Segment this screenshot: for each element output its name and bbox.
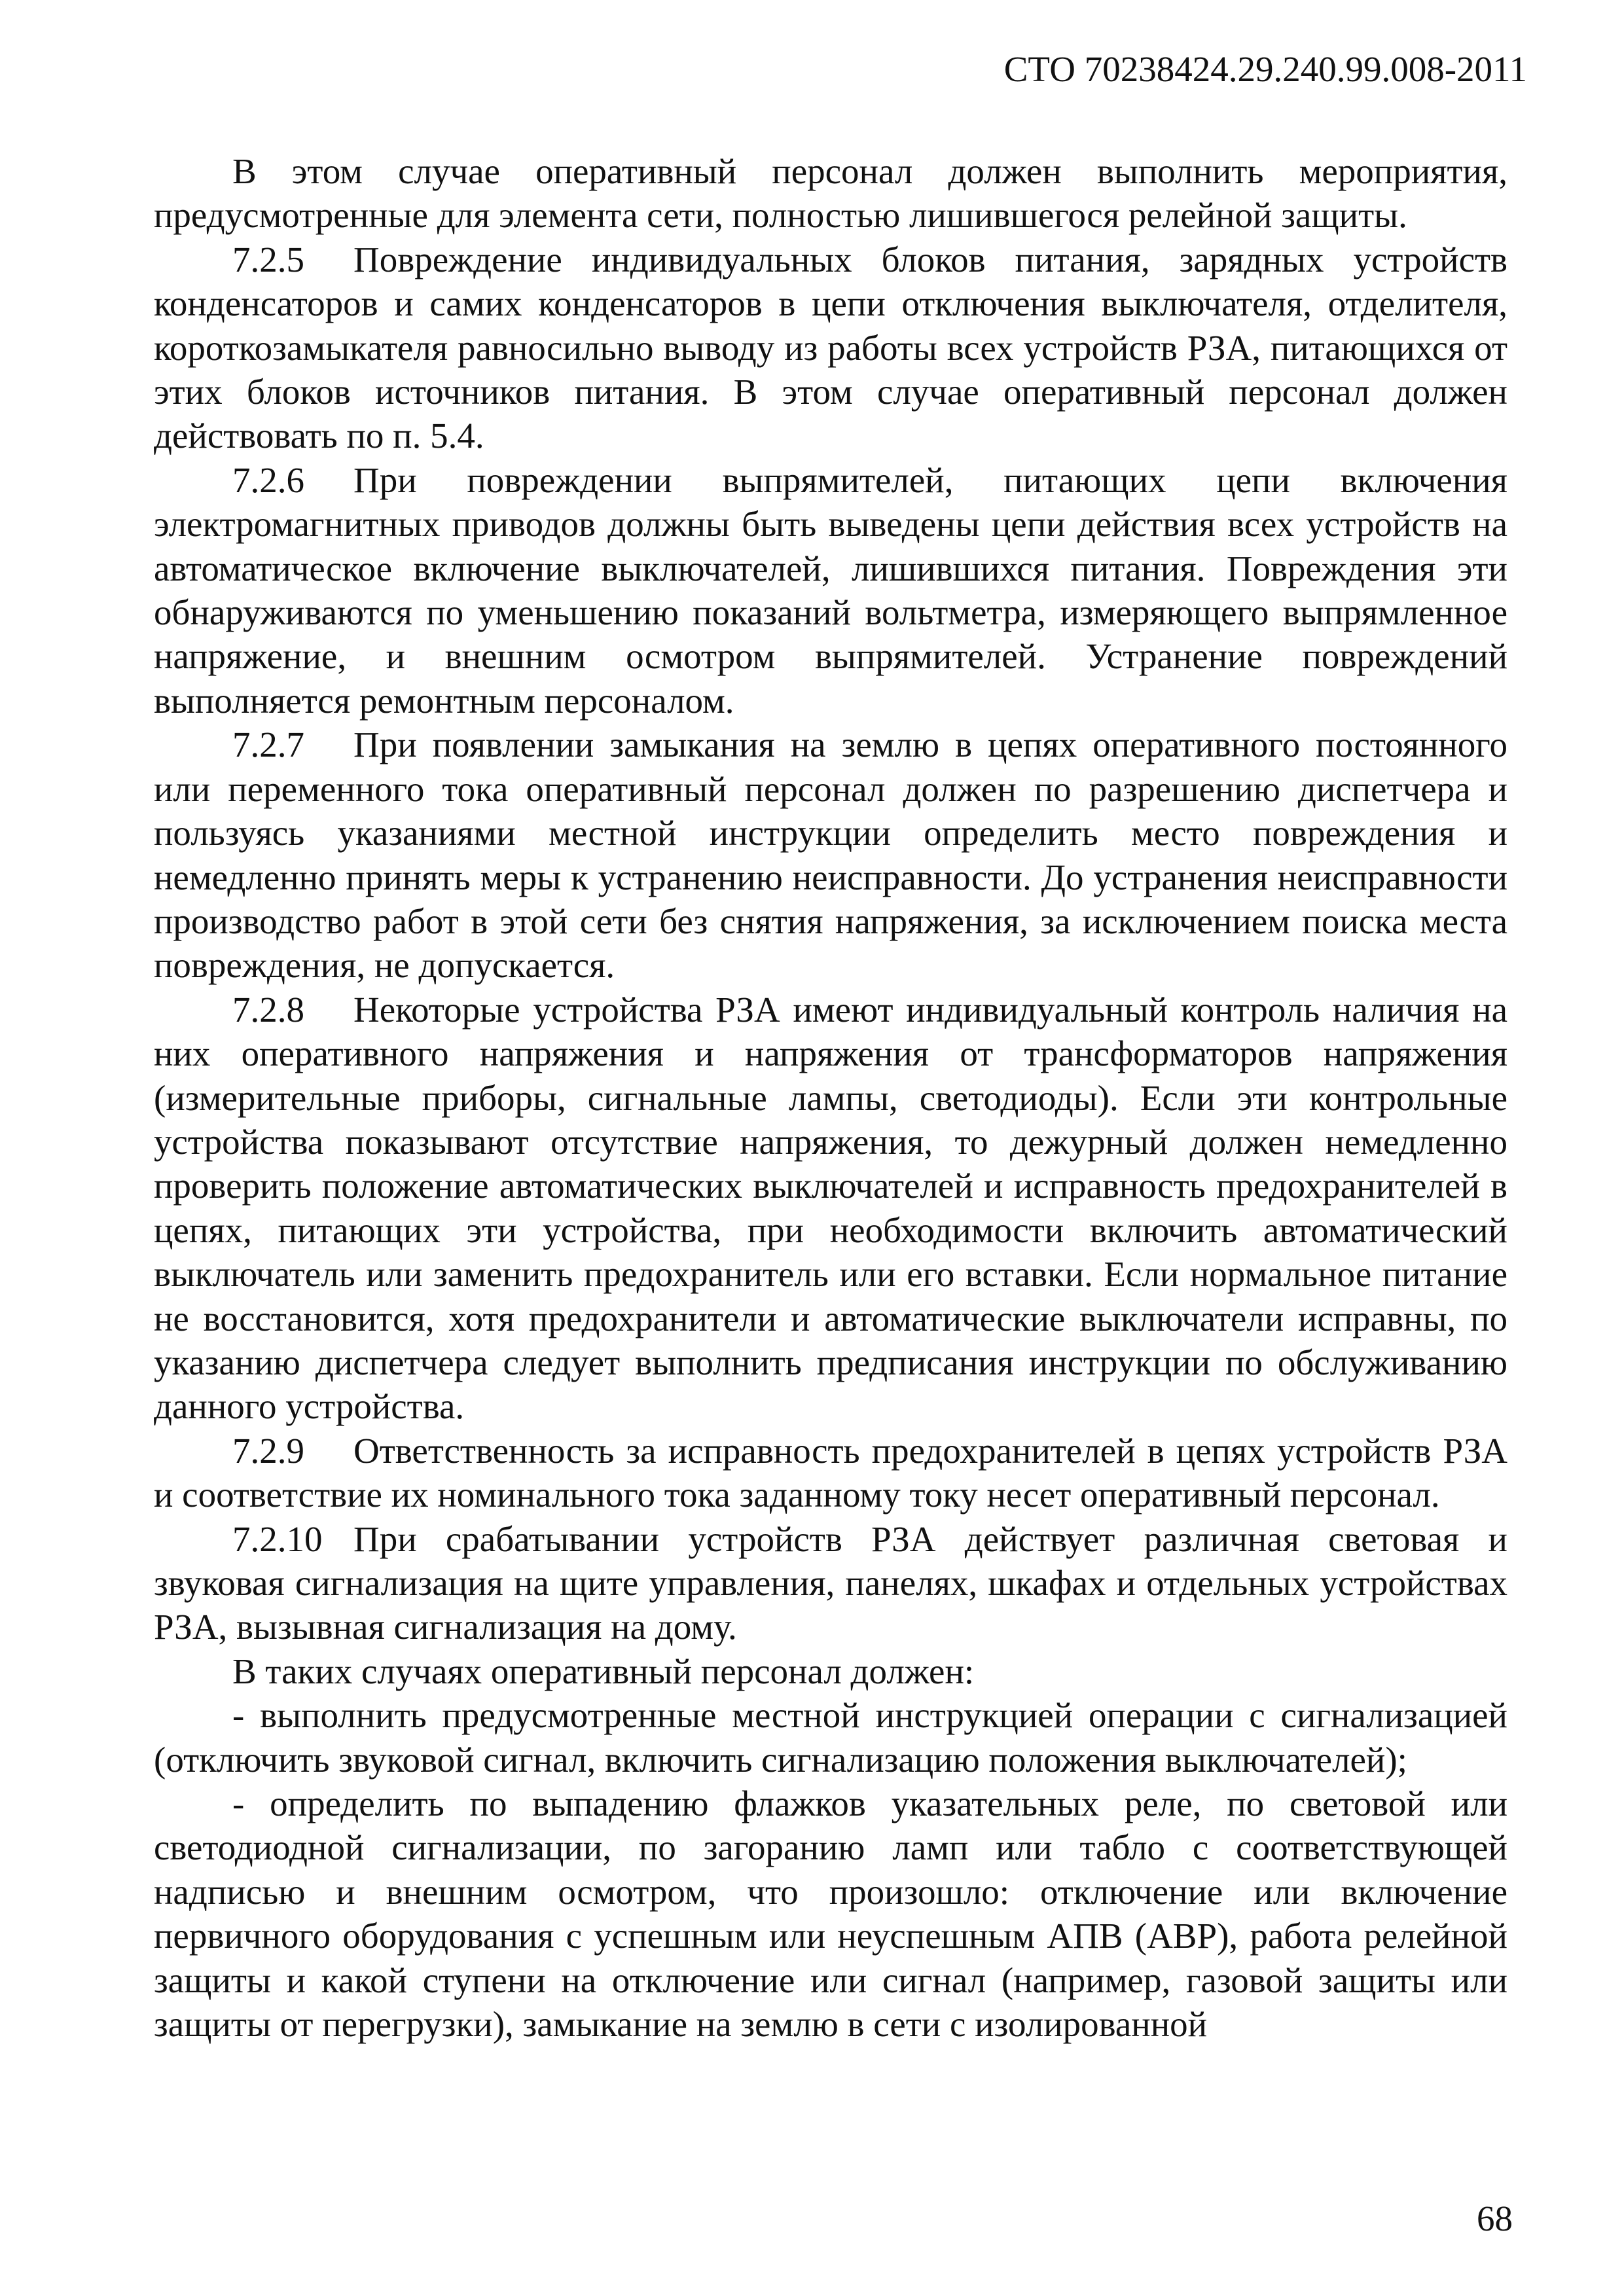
paragraph-text: Ответственность за исправность предохранителей в цепях устройств РЗА и соответствие их номинального тока заданному току несет оперативный персонал. xyxy=(154,1430,1507,1515)
clause-paragraph xyxy=(154,723,1507,987)
clause-number: 7.2.7 xyxy=(232,725,304,765)
paragraph xyxy=(154,149,1507,238)
paragraph-text: При повреждении выпрямителей, питающих цепи включения электромагнитных приводов должны быть выведены цепи действия всех устройств на автоматическое включение выключателей, лишившихся питания. Повреждения эти обнаруживаются по уменьшению показаний вольтметра, измеряющего выпрямленное напряжение, и внешним осмотром выпрямителей. Устранение повреждений выполняется ремонтным персоналом. xyxy=(154,459,1507,721)
page-number: 68 xyxy=(1477,2198,1513,2238)
clause-paragraph xyxy=(154,1429,1507,1517)
document-code: СТО 70238424.29.240.99.008-2011 xyxy=(1003,49,1527,89)
clause-number: 7.2.6 xyxy=(232,459,304,500)
paragraph-text: При появлении замыкания на землю в цепях оперативного постоянного или переменного тока оперативный персонал должен по разрешению диспетчера и пользуясь указаниями местной инструкции определить место повреждения и немедленно принять меры к устранению неисправности. До устранения неисправности производство работ в этой сети без снятия напряжения, за исключением поиска места повреждения, не допускается. xyxy=(154,725,1507,986)
clause-number: 7.2.10 xyxy=(232,1518,323,1559)
list-item-text: - определить по выпадению флажков указательных реле, по световой или светодиодной сигнализации, по загоранию ламп или табло с соответствующей надписью и внешним осмотром, что произошло: отключение или включение первичного оборудования с успешным или неуспешным АПВ (АВР), работа релейной защиты и какой ступени на отключение или сигнал (например, газовой защиты или защиты от перегрузки), замыкание на землю в сети с изолированной xyxy=(154,1784,1507,2045)
paragraph-text: При срабатывании устройств РЗА действует различная световая и звуковая сигнализация на щите управления, панелях, шкафах и отдельных устройствах РЗА, вызывная сигнализация на дому. xyxy=(154,1518,1507,1647)
body-text xyxy=(154,149,1507,2046)
clause-paragraph xyxy=(154,458,1507,723)
clause-number: 7.2.9 xyxy=(232,1430,304,1471)
clause-paragraph xyxy=(154,238,1507,458)
paragraph xyxy=(154,1649,1507,1693)
paragraph-text: В таких случаях оперативный персонал должен: xyxy=(232,1651,975,1691)
paragraph-text: В этом случае оперативный персонал должен выполнить мероприятия, предусмотренные для элемента сети, полностью лишившегося релейной защиты. xyxy=(154,151,1507,236)
clause-number: 7.2.5 xyxy=(232,239,304,279)
clause-paragraph xyxy=(154,988,1507,1429)
paragraph-text: Некоторые устройства РЗА имеют индивидуальный контроль наличия на них оперативного напряжения и напряжения от трансформаторов напряжения (измерительные приборы, сигнальные лампы, светодиоды). Если эти контрольные устройства показывают отсутствие напряжения, то дежурный должен немедленно проверить положение автоматических выключателей и исправность предохранителей в цепях, питающих эти устройства, при необходимости включить автоматический выключатель или заменить предохранитель или его вставки. Если нормальное питание не восстановится, хотя предохранители и автоматические выключатели исправны, по указанию диспетчера следует выполнить предписания инструкции по обслуживанию данного устройства. xyxy=(154,989,1507,1427)
list-item-text: - выполнить предусмотренные местной инструкцией операции с сигнализацией (отключить звуковой сигнал, включить сигнализацию положения выключателей); xyxy=(154,1695,1507,1780)
clause-number: 7.2.8 xyxy=(232,989,304,1030)
list-item xyxy=(154,1782,1507,2046)
clause-paragraph xyxy=(154,1517,1507,1649)
list-item xyxy=(154,1693,1507,1782)
paragraph-text: Повреждение индивидуальных блоков питания, зарядных устройств конденсаторов и самих конденсаторов в цепи отключения выключателя, отделителя, короткозамыкателя равносильно выводу из работы всех устройств РЗА, питающихся от этих блоков источников питания. В этом случае оперативный персонал должен действовать по п. 5.4. xyxy=(154,239,1507,456)
